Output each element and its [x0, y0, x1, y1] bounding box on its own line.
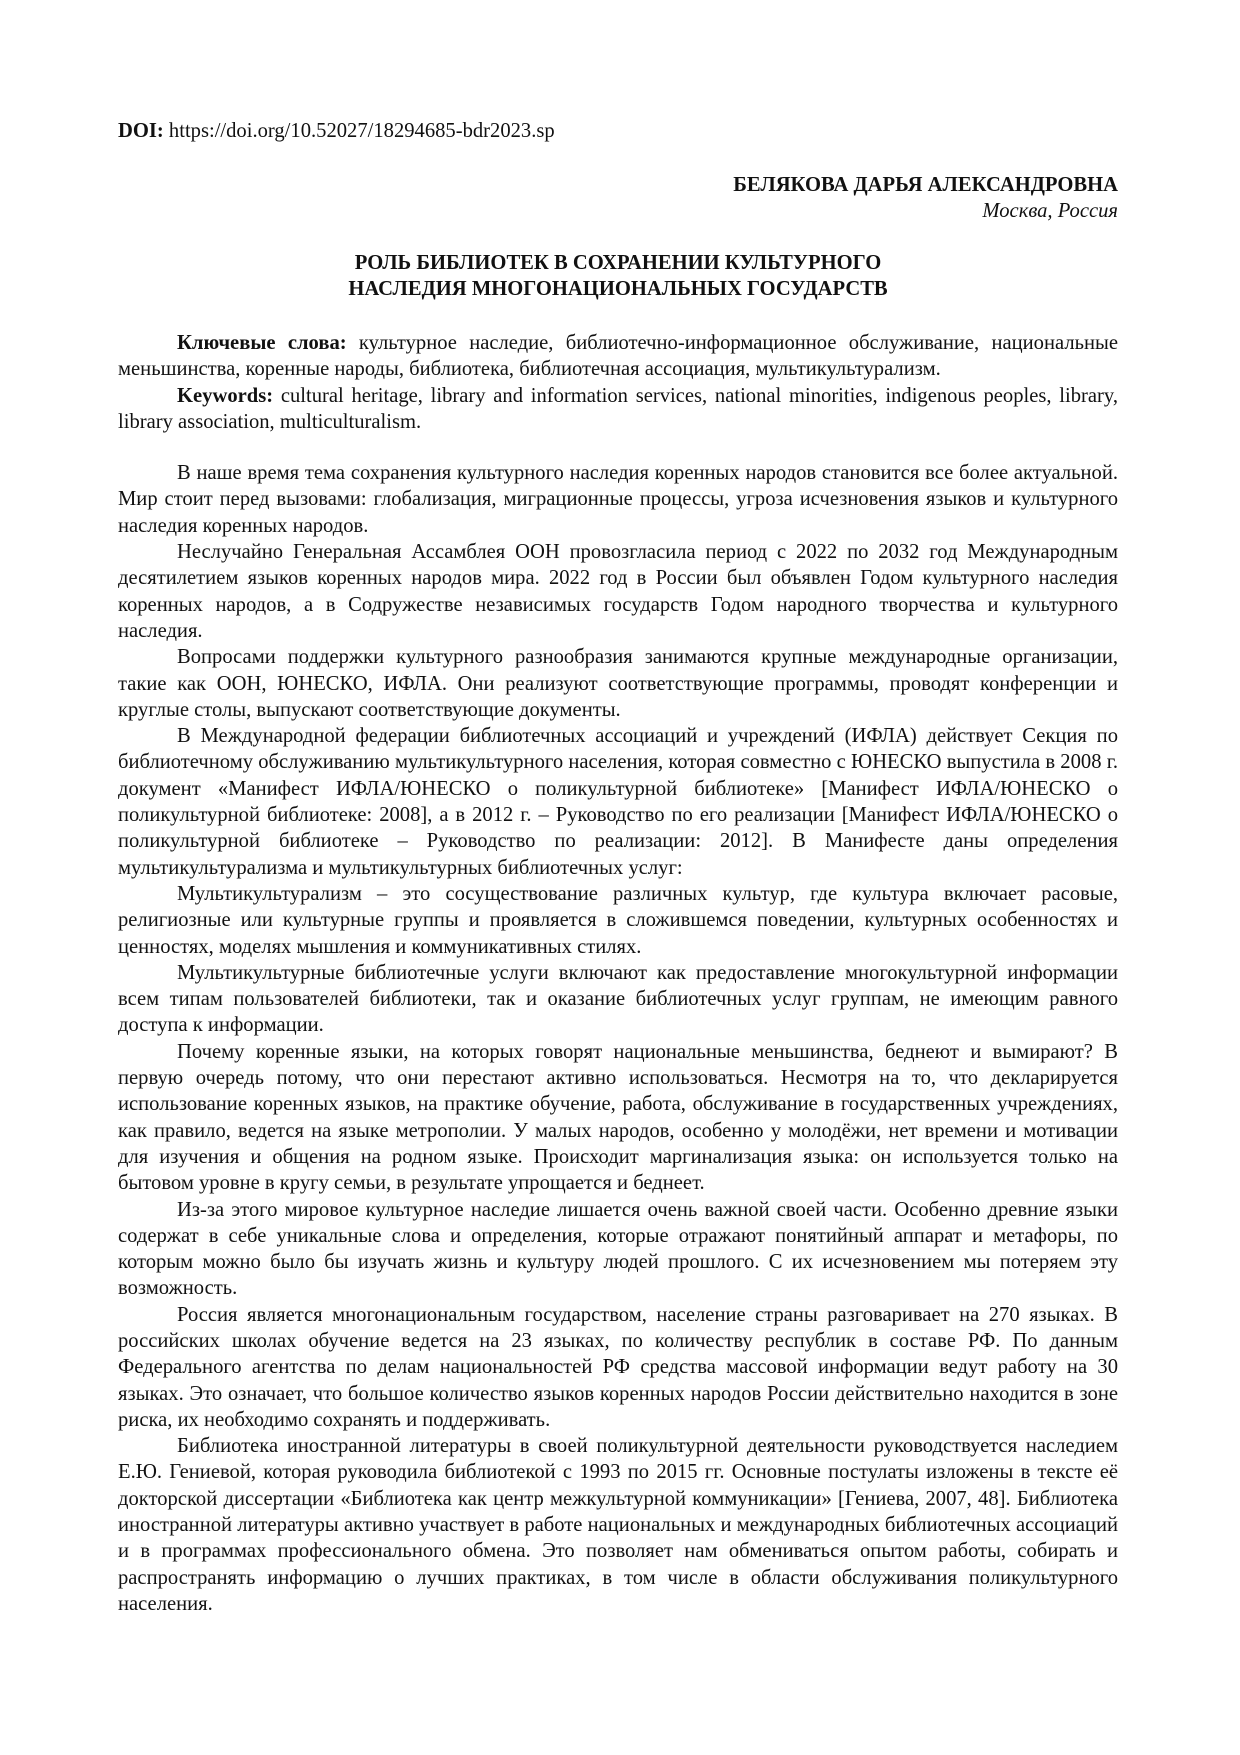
article-body [118, 330, 1118, 1617]
title-line-1: РОЛЬ БИБЛИОТЕК В СОХРАНЕНИИ КУЛЬТУРНОГО [354, 252, 882, 274]
paragraph-6: Мультикультурные библиотечные услуги включают как предоставление многокультурной информации всем типам пользователей библиотеки, так и оказание библиотечных услуг группам, не имеющим равного доступа к информации. [118, 961, 1118, 1037]
article-title [118, 250, 1118, 303]
author-location: Москва, Россия [982, 200, 1118, 223]
keywords-ru-text: культурное наследие, библиотечно-информационное обслуживание, национальные меньшинства, коренные народы, библиотека, библиотечная ассоциация, мультикультурализм. [118, 332, 1118, 381]
author-block [733, 172, 1118, 225]
keywords-en-text: cultural heritage, library and information services, national minorities, indigenous peoples, library, library association, multiculturalism. [118, 384, 1118, 433]
paragraph-7: Почему коренные языки, на которых говорят национальные меньшинства, беднеют и вымирают? В первую очередь потому, что они перестают активно использоваться. Несмотря на то, что декларируется использование коренных языков, на практике обучение, работа, обслуживание в государственных учреждениях, как правило, ведется на языке метрополии. У малых народов, особенно у молодёжи, нет времени и мотивации для изучения и общения на родном языке. Происходит маргинализация языка: он используется только на бытовом уровне в кругу семьи, в результате упрощается и беднеет. [118, 1040, 1118, 1195]
paragraph-9: Россия является многонациональным государством, население страны разговаривает на 270 языках. В российских школах обучение ведется на 23 языках, по количеству республик в составе РФ. По данным Федерального агентства по делам национальностей РФ средства массовой информации ведут работу на 30 языках. Это означает, что большое количество языков коренных народов России действительно находится в зоне риска, их необходимо сохранять и поддерживать. [118, 1303, 1118, 1431]
paragraph-3: Вопросами поддержки культурного разнообразия занимаются крупные международные организации, такие как ООН, ЮНЕСКО, ИФЛА. Они реализуют соответствующие программы, проводят конференции и круглые столы, выпускают соответствующие документы. [118, 646, 1118, 721]
section-spacer [118, 435, 1118, 460]
keywords-ru [118, 330, 1118, 383]
paragraph-5: Мультикультурализм – это сосуществование различных культур, где культура включает расовые, религиозные или культурные группы и проявляется в сложившемся поведении, культурных особенностях и ценностях, моделях мышления и коммуникативных стилях. [118, 882, 1118, 958]
doi-line [118, 118, 555, 144]
keywords-ru-label: Ключевые слова: [177, 332, 347, 354]
author-name: БЕЛЯКОВА ДАРЬЯ АЛЕКСАНДРОВНА [733, 174, 1118, 196]
keywords-en [118, 383, 1118, 436]
doi-label: DOI: [118, 120, 164, 142]
doi-link[interactable]: https://doi.org/10.52027/18294685-bdr2023.sp [168, 120, 555, 142]
paragraph-8: Из-за этого мировое культурное наследие лишается очень важной своей части. Особенно древние языки содержат в себе уникальные слова и определения, которые отражают понятийный аппарат и метафоры, по которым можно было бы изучать жизнь и культуру людей прошлого. С их исчезновением мы потеряем эту возможность. [118, 1198, 1118, 1300]
title-line-2: НАСЛЕДИЯ МНОГОНАЦИОНАЛЬНЫХ ГОСУДАРСТВ [348, 278, 888, 301]
paragraph-4: В Международной федерации библиотечных ассоциаций и учреждений (ИФЛА) действует Секция по библиотечному обслуживанию мультикультурного населения, которая совместно с ЮНЕСКО выпустила в 2008 г. документ «Манифест ИФЛА/ЮНЕСКО о поликультурной библиотеке» [Манифест ИФЛА/ЮНЕСКО о поликультурной библиотеке: 2008], а в 2012 г. – Руководство по его реализации [Манифест ИФЛА/ЮНЕСКО о поликультурной библиотеке – Руководство по реализации: 2012]. В Манифесте даны определения мультикультурализма и мультикультурных библиотечных услуг: [118, 725, 1118, 879]
paragraph-2: Неслучайно Генеральная Ассамблея ООН провозгласила период с 2022 по 2032 год Международным десятилетием языков коренных народов мира. 2022 год в России был объявлен Годом культурного наследия коренных народов, а в Содружестве независимых государств Годом народного творчества и культурного наследия. [118, 541, 1118, 642]
keywords-en-label: Keywords: [177, 384, 274, 407]
paragraph-1: В наше время тема сохранения культурного наследия коренных народов становится все более актуальной. Мир стоит перед вызовами: глобализация, миграционные процессы, угроза исчезновения языков и культурного наследия коренных народов. [118, 462, 1118, 537]
paragraph-10: Библиотека иностранной литературы в своей поликультурной деятельности руководствуется наследием Е.Ю. Гениевой, которая руководила библиотекой с 1993 по 2015 гг. Основные постулаты изложены в тексте её докторской диссертации «Библиотека как центр межкультурной коммуникации» [Гениева, 2007, 48]. Библиотека иностранной литературы активно участвует в работе национальных и международных библиотечных ассоциаций и в программах профессионального обмена. Это позволяет нам обмениваться опытом работы, собирать и распространять информацию о лучших практиках, в том числе в области обслуживания поликультурного населения. [118, 1435, 1118, 1615]
